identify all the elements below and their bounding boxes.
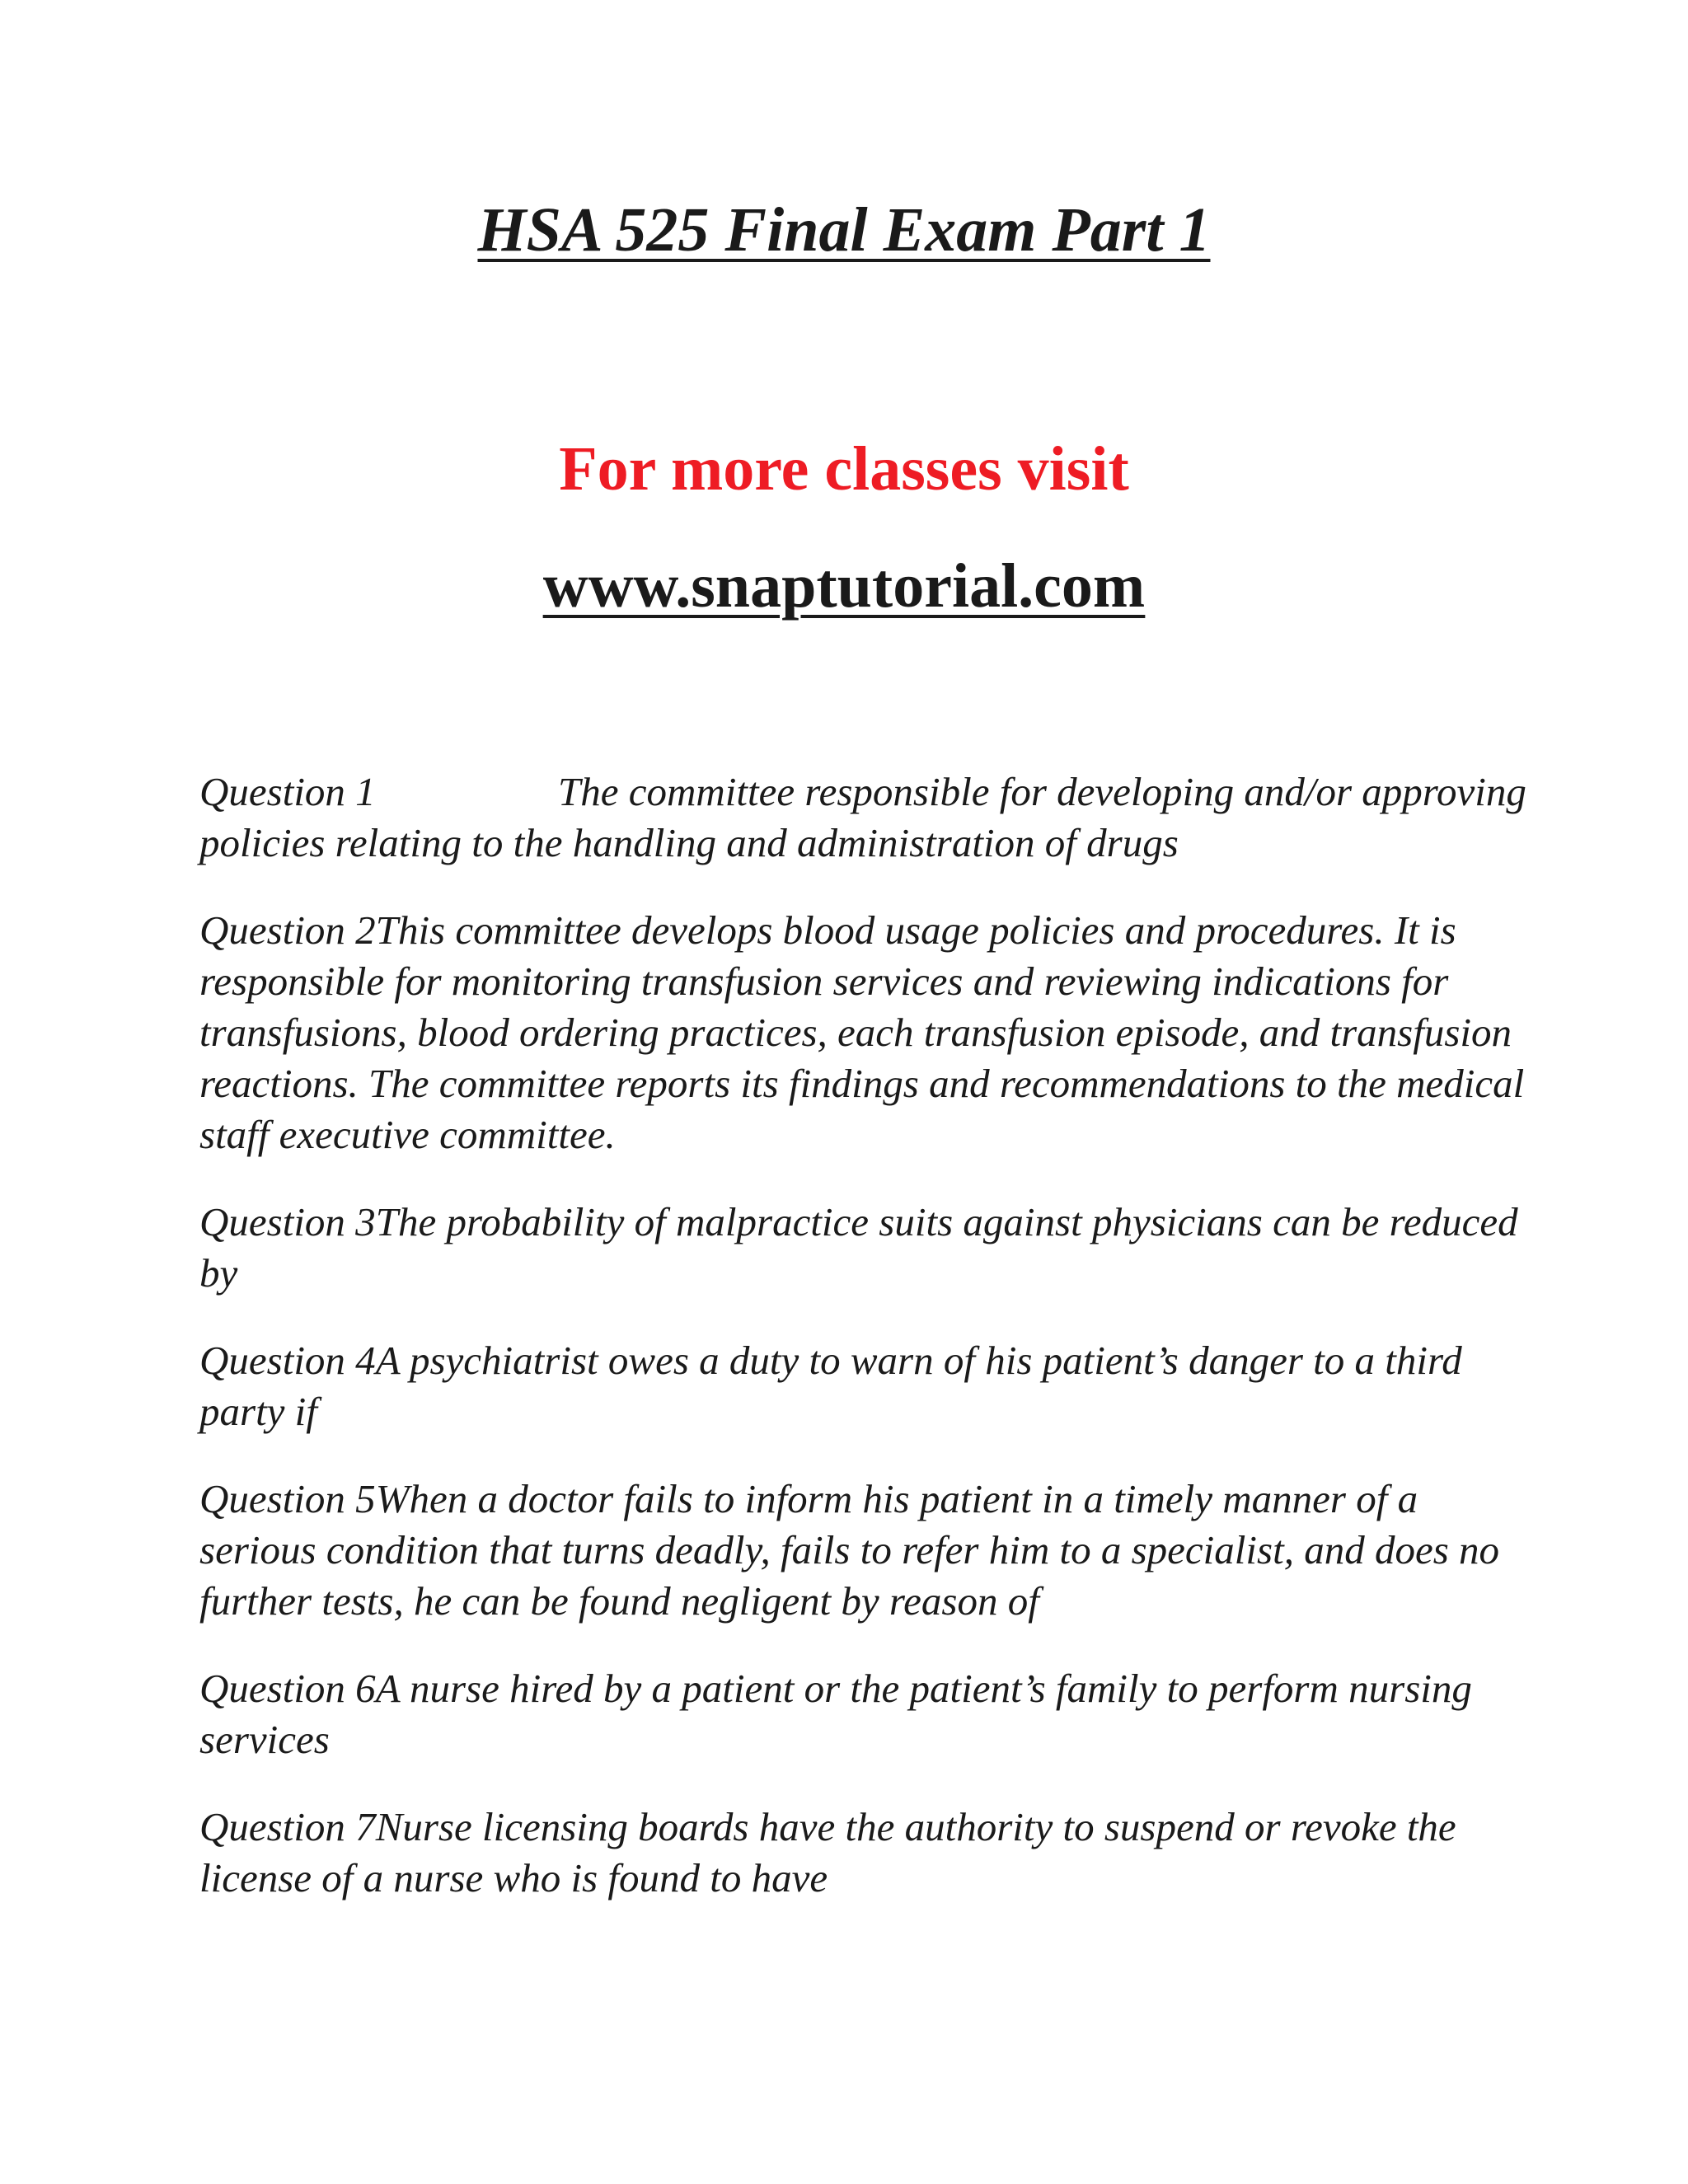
promo-text: For more classes visit	[559, 434, 1129, 504]
question-text: A psychiatrist owes a duty to warn of his patient’s danger to a third party if	[199, 1338, 1462, 1434]
question-item	[199, 1335, 1535, 1437]
question-item	[199, 1802, 1535, 1904]
question-item	[199, 1663, 1535, 1765]
question-item	[199, 766, 1535, 869]
question-label: Question 2	[199, 907, 376, 953]
page-title: HSA 525 Final Exam Part 1	[477, 195, 1211, 265]
question-label: Question 6	[199, 1666, 376, 1711]
question-item	[199, 905, 1535, 1160]
question-text: This committee develops blood usage policies and procedures. It is responsible for monitoring transfusion services and reviewing indications for transfusions, blood ordering practices, each transfusion episode, and transfusion reactions. The committee reports its findings and recommendations to the medical staff executive committee.	[199, 907, 1525, 1157]
question-text: Nurse licensing boards have the authority to suspend or revoke the license of a nurse who is found to have	[199, 1804, 1456, 1900]
question-label: Question 4	[199, 1338, 376, 1383]
question-label: Question 3	[199, 1199, 376, 1244]
question-label: Question 7	[199, 1804, 376, 1849]
question-text: When a doctor fails to inform his patient in a timely manner of a serious condition that turns deadly, fails to refer him to a specialist, and does no further tests, he can be found negligent by reason of	[199, 1476, 1500, 1624]
question-text: The probability of malpractice suits against physicians can be reduced by	[199, 1199, 1518, 1296]
question-item	[199, 1474, 1535, 1627]
question-text: A nurse hired by a patient or the patient’s family to perform nursing services	[199, 1666, 1472, 1762]
question-label: Question 1	[199, 769, 376, 814]
question-label: Question 5	[199, 1476, 376, 1521]
website-link-container	[0, 552, 1688, 621]
website-link[interactable]: www.snaptutorial.com	[542, 551, 1146, 621]
question-list	[199, 766, 1535, 1940]
question-item	[199, 1197, 1535, 1299]
question-text: The committee responsible for developing and/or approving policies relating to the handling and administration of drugs	[199, 769, 1526, 865]
